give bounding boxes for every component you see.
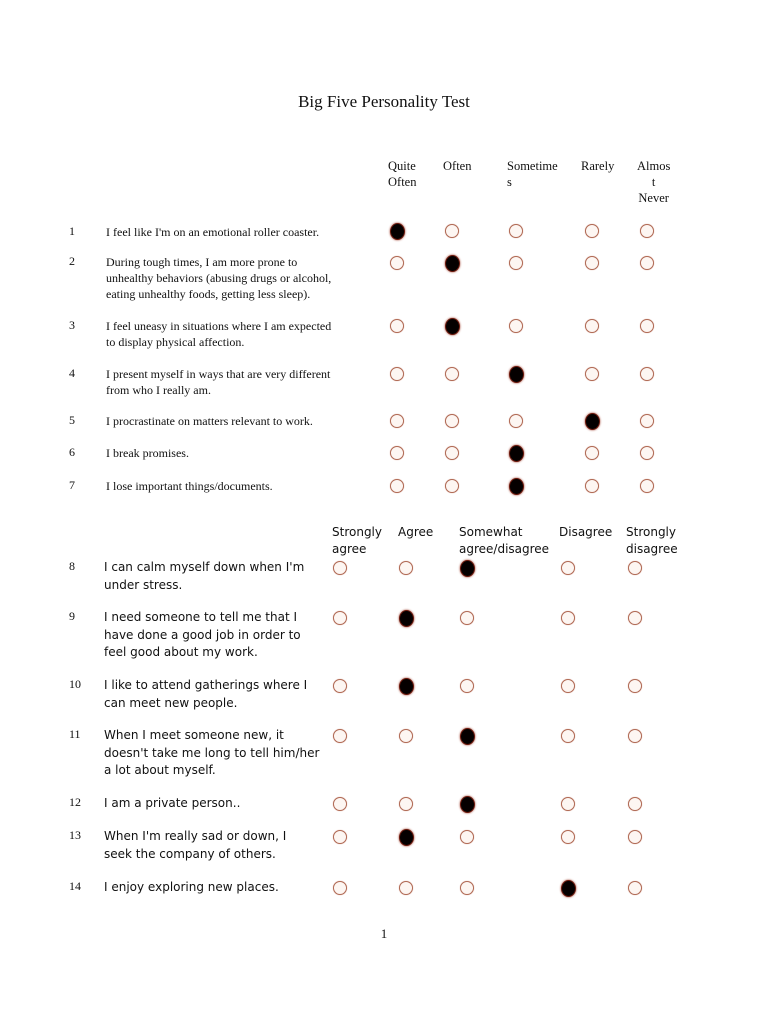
radio-option[interactable] (628, 729, 642, 743)
column-header (459, 524, 549, 558)
question-text-line: I break promises. (106, 446, 189, 460)
radio-option[interactable] (628, 561, 642, 575)
question-text (104, 828, 326, 863)
column-header-line: agree/disagree (459, 542, 550, 556)
question-text-line: When I'm really sad or down, I (104, 829, 287, 843)
question-text-line: a lot about myself. (104, 763, 216, 777)
question-text-line: I need someone to tell me that I (104, 610, 298, 624)
question-text-line: under stress. (104, 577, 183, 592)
radio-option[interactable] (585, 479, 599, 493)
radio-option[interactable] (333, 611, 347, 625)
question-number: 4 (69, 366, 75, 380)
radio-option[interactable] (390, 414, 404, 428)
column-header (559, 524, 612, 541)
radio-option[interactable] (640, 446, 654, 460)
radio-option[interactable] (640, 479, 654, 493)
radio-option[interactable] (333, 797, 347, 811)
column-header (626, 524, 678, 558)
question-text (106, 366, 376, 398)
question-text-line: have done a good job in order to (104, 627, 301, 642)
question-text-line: I present myself in ways that are very different (106, 367, 331, 381)
column-header-line: Strongly (332, 525, 382, 539)
page-title: Big Five Personality Test (298, 92, 470, 111)
radio-option[interactable] (561, 611, 575, 625)
radio-option-selected[interactable] (460, 796, 475, 813)
radio-option[interactable] (561, 561, 575, 575)
question-text (104, 677, 326, 712)
question-number: 8 (69, 559, 75, 573)
radio-option[interactable] (460, 830, 474, 844)
radio-option[interactable] (399, 729, 413, 743)
radio-option[interactable] (509, 256, 523, 270)
radio-option[interactable] (390, 479, 404, 493)
column-header (581, 158, 614, 174)
question-text-line: During tough times, I am more prone to (106, 255, 298, 269)
question-text (104, 559, 326, 594)
column-header (388, 158, 416, 190)
column-header-line: disagree (626, 542, 678, 556)
radio-option[interactable] (561, 729, 575, 743)
radio-option[interactable] (561, 830, 575, 844)
column-header-line: s (507, 175, 512, 189)
question-text-line: I am a private person.. (104, 796, 241, 810)
column-header (398, 524, 433, 541)
question-text (106, 224, 376, 240)
radio-option-selected[interactable] (399, 829, 414, 846)
column-header (507, 158, 558, 190)
question-text-line: I enjoy exploring new places. (104, 880, 279, 894)
radio-option[interactable] (390, 446, 404, 460)
column-header-line: t (651, 175, 656, 189)
radio-option[interactable] (333, 729, 347, 743)
column-header (332, 524, 382, 558)
radio-option[interactable] (445, 479, 459, 493)
radio-option[interactable] (561, 679, 575, 693)
radio-option[interactable] (509, 414, 523, 428)
radio-option-selected[interactable] (561, 880, 576, 897)
radio-option[interactable] (399, 797, 413, 811)
radio-option[interactable] (585, 256, 599, 270)
radio-option[interactable] (628, 611, 642, 625)
question-text-line: I like to attend gatherings where I (104, 678, 308, 692)
radio-option-selected[interactable] (399, 610, 414, 627)
question-number: 12 (69, 795, 81, 809)
question-text-line: can meet new people. (104, 695, 238, 710)
radio-option[interactable] (390, 367, 404, 381)
question-text-line: I procrastinate on matters relevant to work. (106, 414, 313, 428)
radio-option-selected[interactable] (460, 560, 475, 577)
radio-option[interactable] (640, 367, 654, 381)
radio-option[interactable] (628, 797, 642, 811)
radio-option-selected[interactable] (399, 678, 414, 695)
column-header-line: Somewhat (459, 525, 523, 539)
radio-option-selected[interactable] (390, 223, 405, 240)
question-text-line: I feel uneasy in situations where I am expected (106, 319, 332, 333)
radio-option-selected[interactable] (445, 318, 460, 335)
radio-option[interactable] (509, 224, 523, 238)
page-number: 1 (380, 926, 388, 941)
question-number: 7 (69, 478, 75, 492)
radio-option[interactable] (628, 679, 642, 693)
radio-option[interactable] (585, 367, 599, 381)
question-text (104, 879, 326, 897)
question-number: 1 (69, 224, 75, 238)
column-header-line: Sometime (507, 159, 558, 173)
radio-option[interactable] (333, 561, 347, 575)
radio-option[interactable] (399, 561, 413, 575)
question-text-line: feel good about my work. (104, 645, 258, 659)
radio-option[interactable] (333, 830, 347, 844)
radio-option[interactable] (445, 446, 459, 460)
radio-option-selected[interactable] (460, 728, 475, 745)
question-text-line: eating unhealthy foods, getting less sleep). (106, 287, 311, 301)
question-text-line: to display physical affection. (106, 335, 245, 349)
column-header-line: Quite (388, 159, 416, 173)
radio-option[interactable] (445, 224, 459, 238)
question-text-line: When I meet someone new, it (104, 728, 284, 742)
question-text-line: unhealthy behaviors (abusing drugs or alcohol, (106, 271, 332, 285)
question-text-line: I lose important things/documents. (106, 479, 273, 493)
question-number: 13 (69, 828, 81, 842)
question-text (104, 727, 326, 780)
radio-option-selected[interactable] (585, 413, 600, 430)
radio-option[interactable] (640, 319, 654, 333)
radio-option-selected[interactable] (509, 445, 524, 462)
radio-option[interactable] (640, 224, 654, 238)
radio-option[interactable] (460, 881, 474, 895)
radio-option[interactable] (390, 319, 404, 333)
question-text (106, 445, 376, 461)
question-text-line: seek the company of others. (104, 846, 276, 861)
column-header-line: Disagree (559, 525, 613, 539)
column-header (443, 158, 471, 174)
column-header-line: Often (388, 175, 417, 189)
column-header-line: Never (638, 191, 669, 205)
radio-option[interactable] (585, 446, 599, 460)
question-text-line: doesn't take me long to tell him/her (104, 745, 320, 760)
radio-option[interactable] (628, 830, 642, 844)
question-number: 2 (69, 254, 75, 268)
radio-option[interactable] (445, 414, 459, 428)
question-number: 11 (69, 727, 81, 741)
radio-option[interactable] (509, 319, 523, 333)
radio-option[interactable] (445, 367, 459, 381)
radio-option[interactable] (561, 797, 575, 811)
question-number: 9 (69, 609, 75, 623)
question-text-line: I can calm myself down when I'm (104, 560, 305, 574)
column-header-line: Often (443, 159, 472, 173)
question-text-line: from who I really am. (106, 383, 211, 397)
question-text-line: I feel like I'm on an emotional roller coaster. (106, 225, 320, 239)
column-header (637, 158, 670, 206)
radio-option[interactable] (628, 881, 642, 895)
radio-option[interactable] (460, 611, 474, 625)
radio-option[interactable] (399, 881, 413, 895)
question-text (104, 609, 326, 662)
question-text (106, 478, 376, 494)
question-number: 10 (69, 677, 81, 691)
question-number: 3 (69, 318, 75, 332)
question-text (106, 254, 376, 302)
radio-option[interactable] (460, 679, 474, 693)
radio-option[interactable] (390, 256, 404, 270)
question-number: 6 (69, 445, 75, 459)
radio-option[interactable] (333, 881, 347, 895)
radio-option-selected[interactable] (445, 255, 460, 272)
column-header-line: Almos (637, 159, 671, 173)
question-text (106, 413, 376, 429)
column-header-line: agree (332, 542, 367, 556)
radio-option[interactable] (585, 224, 599, 238)
radio-option-selected[interactable] (509, 478, 524, 495)
radio-option[interactable] (640, 414, 654, 428)
question-text (106, 318, 376, 350)
question-number: 5 (69, 413, 75, 427)
radio-option[interactable] (640, 256, 654, 270)
radio-option[interactable] (585, 319, 599, 333)
radio-option[interactable] (333, 679, 347, 693)
column-header-line: Rarely (581, 159, 615, 173)
question-number: 14 (69, 879, 81, 893)
radio-option-selected[interactable] (509, 366, 524, 383)
question-text (104, 795, 326, 813)
column-header-line: Agree (398, 525, 434, 539)
column-header-line: Strongly (626, 525, 676, 539)
